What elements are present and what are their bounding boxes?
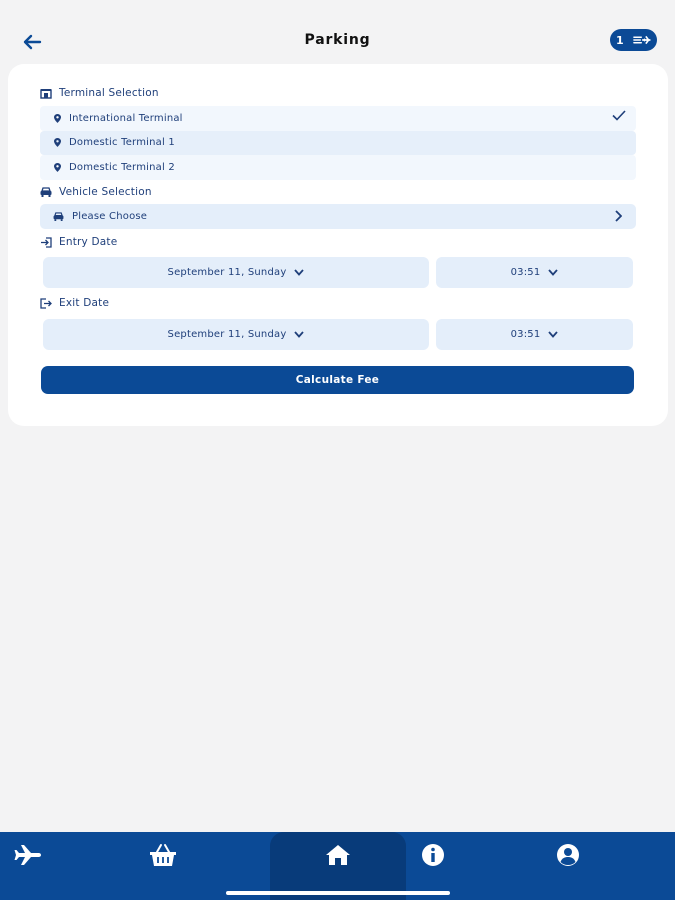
chevron-down-icon <box>294 269 304 276</box>
location-pin-icon <box>54 114 61 123</box>
entry-date-text: Entry Date <box>59 236 118 248</box>
vehicle-selection-text: Vehicle Selection <box>59 186 152 198</box>
entry-date-value: September 11, Sunday <box>167 267 287 278</box>
chevron-down-icon <box>548 269 558 276</box>
exit-time-value: 03:51 <box>510 329 541 340</box>
checkmark-icon <box>612 110 626 121</box>
info-icon <box>421 843 445 867</box>
chevron-down-icon <box>294 331 304 338</box>
terminal-option-domestic-1[interactable] <box>40 131 636 156</box>
entry-icon <box>40 237 52 248</box>
home-indicator <box>226 891 450 895</box>
airplane-icon <box>14 844 42 866</box>
basket-icon <box>149 843 177 867</box>
terminal-option-label: Domestic Terminal 2 <box>69 161 175 173</box>
exit-date-field[interactable] <box>43 319 429 350</box>
header <box>0 24 675 60</box>
terminal-selection-label <box>40 85 159 101</box>
vehicle-select[interactable] <box>40 204 636 229</box>
entry-date-label <box>40 234 117 250</box>
car-icon <box>53 212 64 221</box>
exit-date-label <box>40 295 109 311</box>
terminal-option-domestic-2[interactable] <box>40 155 636 180</box>
exit-time-field[interactable] <box>436 319 633 350</box>
terminal-option-label: International Terminal <box>69 112 183 124</box>
entry-time-field[interactable] <box>436 257 633 288</box>
entry-time-value: 03:51 <box>510 267 541 278</box>
chevron-down-icon <box>548 331 558 338</box>
terminal-building-icon <box>40 88 52 99</box>
flight-count: 1 <box>616 33 624 47</box>
terminal-selection-text: Terminal Selection <box>59 87 159 99</box>
vehicle-selection-label <box>40 184 152 200</box>
location-pin-icon <box>54 163 61 172</box>
tab-basket[interactable] <box>148 840 178 870</box>
terminal-list <box>40 106 636 180</box>
exit-date-value: September 11, Sunday <box>167 329 287 340</box>
tab-home[interactable] <box>323 840 353 870</box>
profile-icon <box>556 843 580 867</box>
tab-flights[interactable] <box>13 840 43 870</box>
car-icon <box>40 187 52 197</box>
page-title: Parking <box>304 32 371 48</box>
location-pin-icon <box>54 138 61 147</box>
vehicle-select-placeholder: Please Choose <box>72 211 148 222</box>
tab-info[interactable] <box>418 840 448 870</box>
flight-badge[interactable] <box>610 29 657 51</box>
bottom-tab-bar <box>0 832 675 900</box>
exit-date-text: Exit Date <box>59 297 110 309</box>
entry-date-field[interactable] <box>43 257 429 288</box>
terminal-option-label: Domestic Terminal 1 <box>69 137 175 149</box>
parking-form-card <box>8 64 668 426</box>
flight-list-icon <box>633 34 651 46</box>
home-icon <box>325 844 351 866</box>
terminal-option-international[interactable] <box>40 106 636 131</box>
calculate-fee-button[interactable]: Calculate Fee <box>41 366 634 394</box>
tab-profile[interactable] <box>553 840 583 870</box>
chevron-right-icon <box>614 210 622 222</box>
exit-icon <box>40 298 52 309</box>
